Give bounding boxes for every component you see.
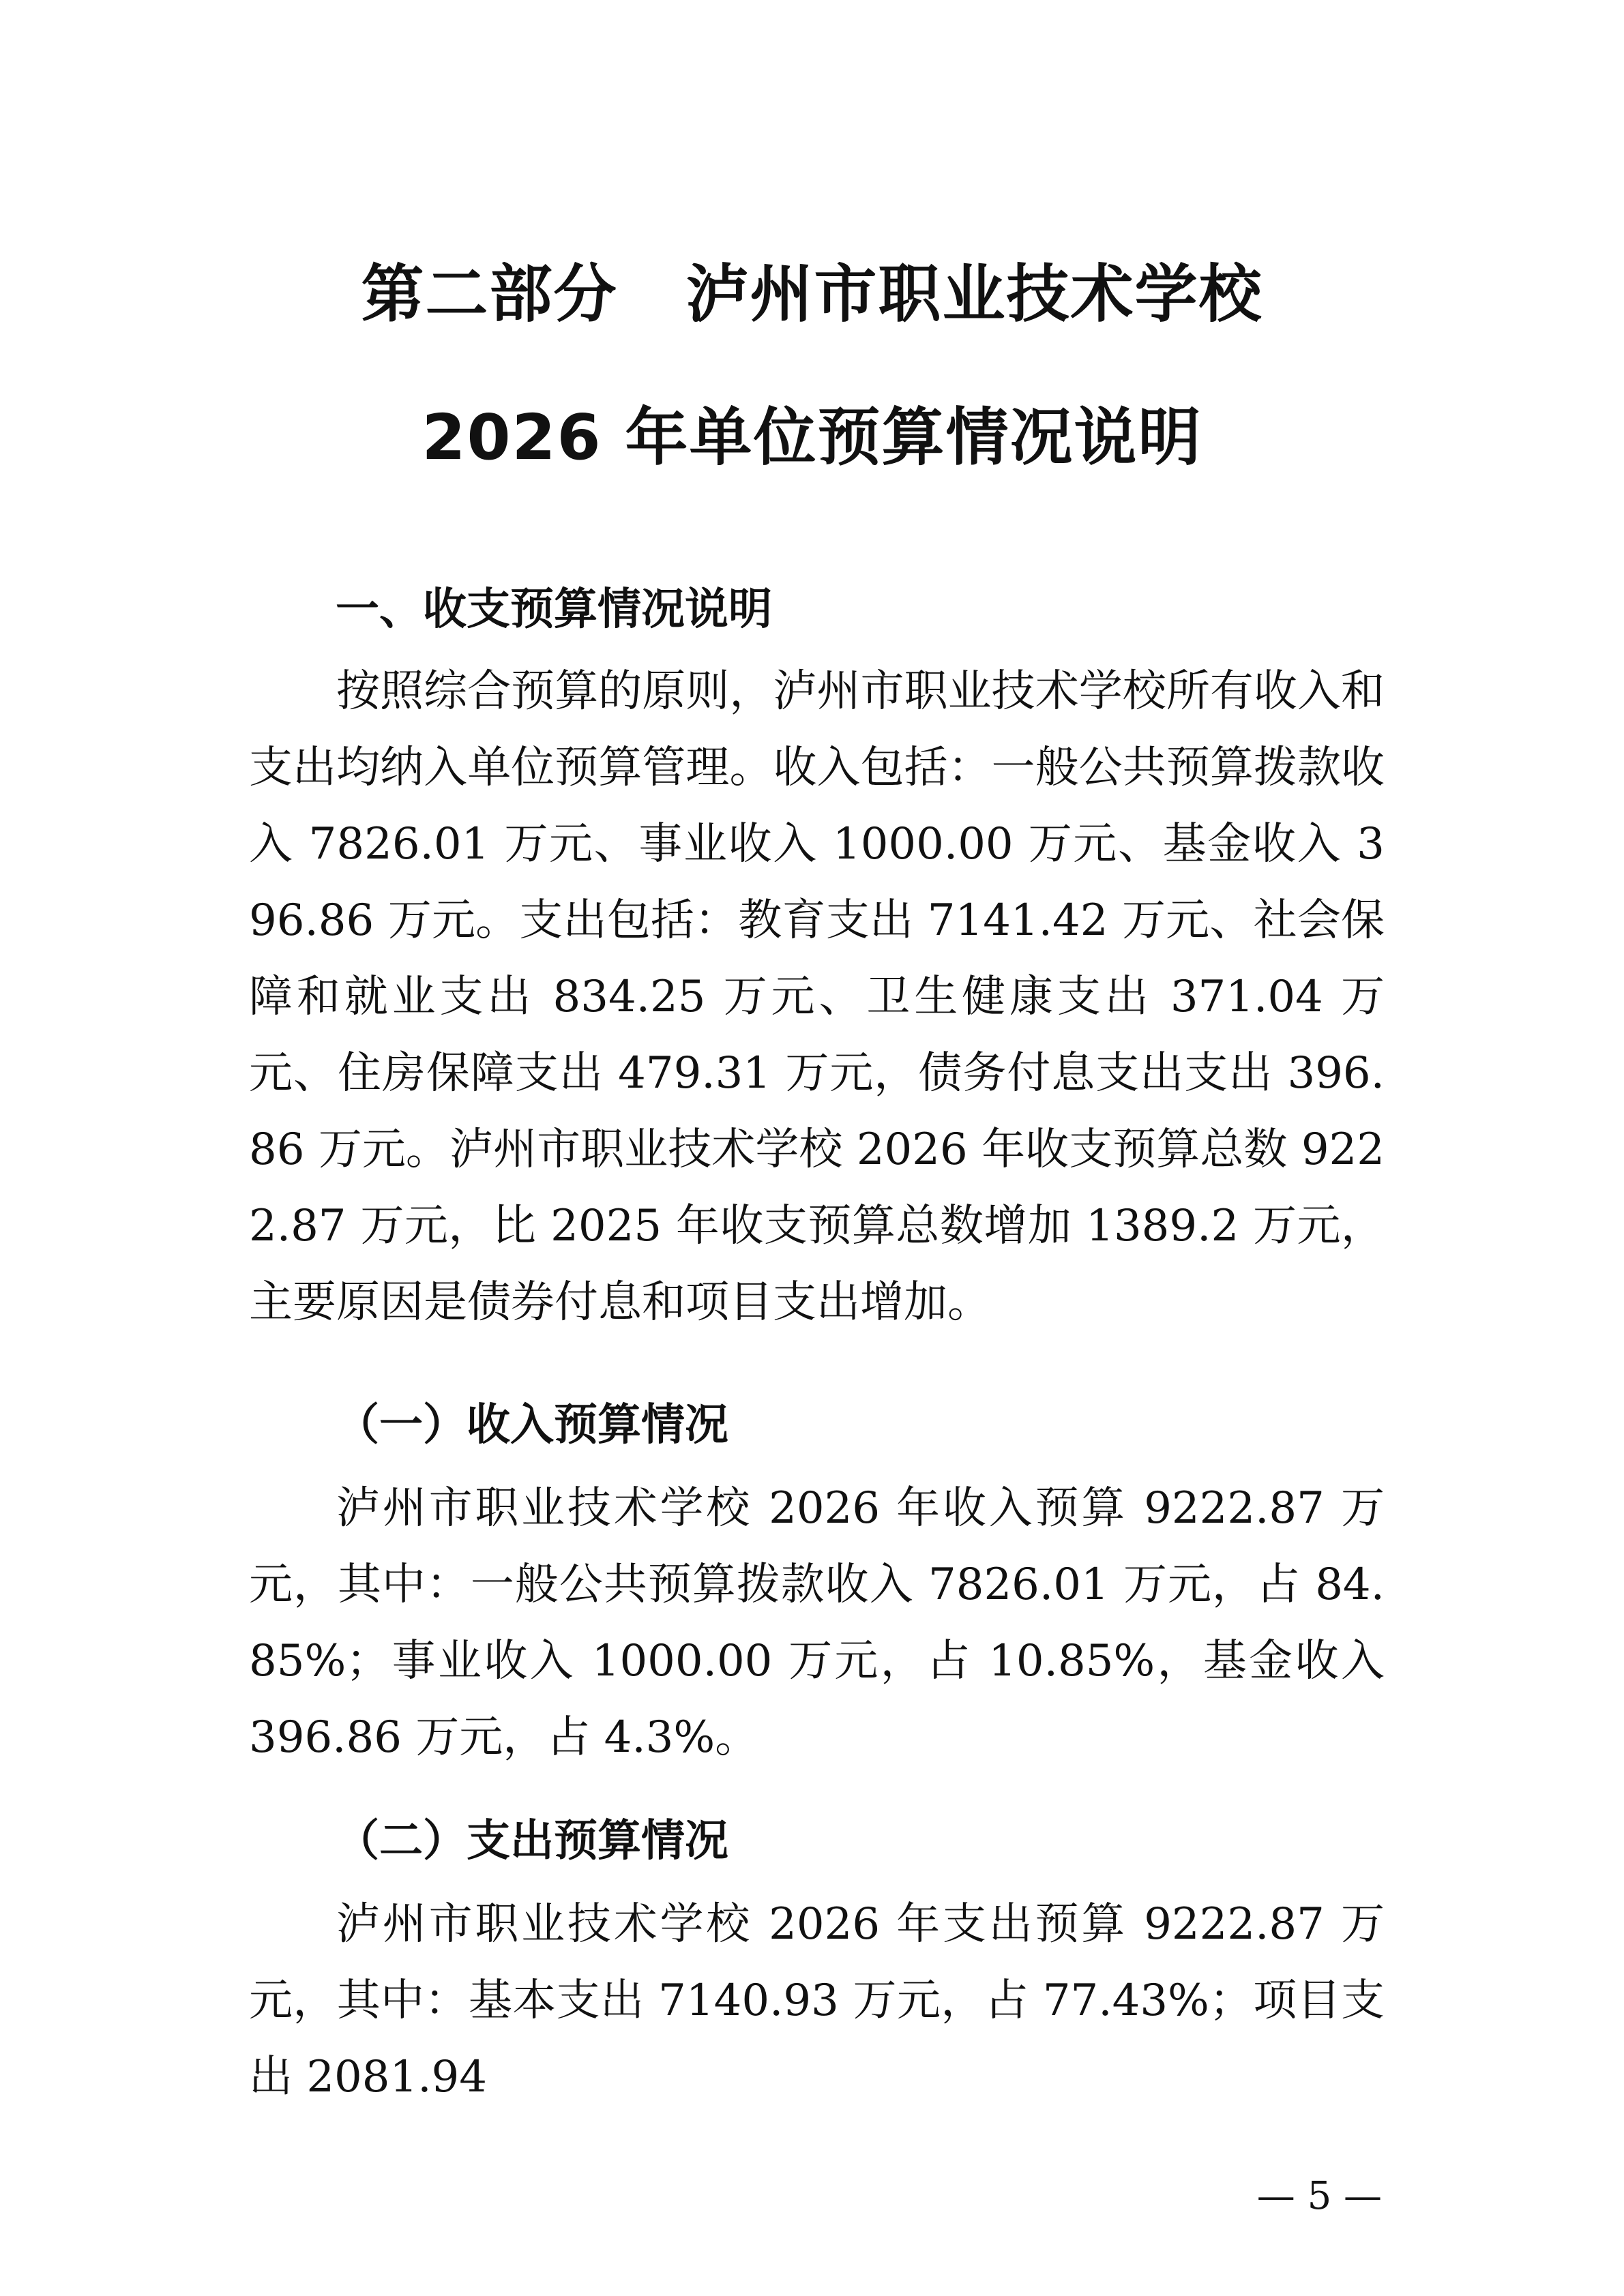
subheading-income: （一）收入预算情况 <box>336 1399 728 1450</box>
paragraph-income: 泸州市职业技术学校 2026 年收入预算 9222.87 万元，其中：一般公共预算拨款收入 7826.01 万元，占 84.85%；事业收入 1000.00 万元，占 10.85%，基金收入 396.86 万元，占 4.3%。 <box>249 1483 1385 1763</box>
page-number: — 5 — <box>1256 2174 1382 2218</box>
subheading-expenditure: （二）支出预算情况 <box>336 1815 728 1866</box>
paragraph-budget-overview: 按照综合预算的原则，泸州市职业技术学校所有收入和支出均纳入单位预算管理。收入包括：一般公共预算拨款收入 7826.01 万元、事业收入 1000.00 万元、基金收入 396.86 万元。支出包括：教育支出 7141.42 万元、社会保障和就业支出 834.25 万元、卫生健康支出 371.04 万元、住房保障支出 479.31 万元，债务付息支出支出 396.86 万元。泸州市职业技术学校 2026 年收支预算总数 9222.87 万元，比 2025 年收支预算总数增加 1389.2 万元，主要原因是债券付息和项目支出增加。 <box>249 666 1385 1328</box>
paragraph-expenditure: 泸州市职业技术学校 2026 年支出预算 9222.87 万元，其中：基本支出 7140.93 万元，占 77.43%；项目支出 2081.94 <box>249 1899 1385 2102</box>
section-heading: 一、收支预算情况说明 <box>336 584 772 635</box>
title-school-name: 泸州市职业技术学校 <box>685 258 1263 331</box>
page-title-line-2: 2026 年单位预算情况说明 <box>422 401 1202 474</box>
page-title-line-1 <box>0 244 1624 334</box>
title-part-label: 第二部分 <box>361 258 618 331</box>
